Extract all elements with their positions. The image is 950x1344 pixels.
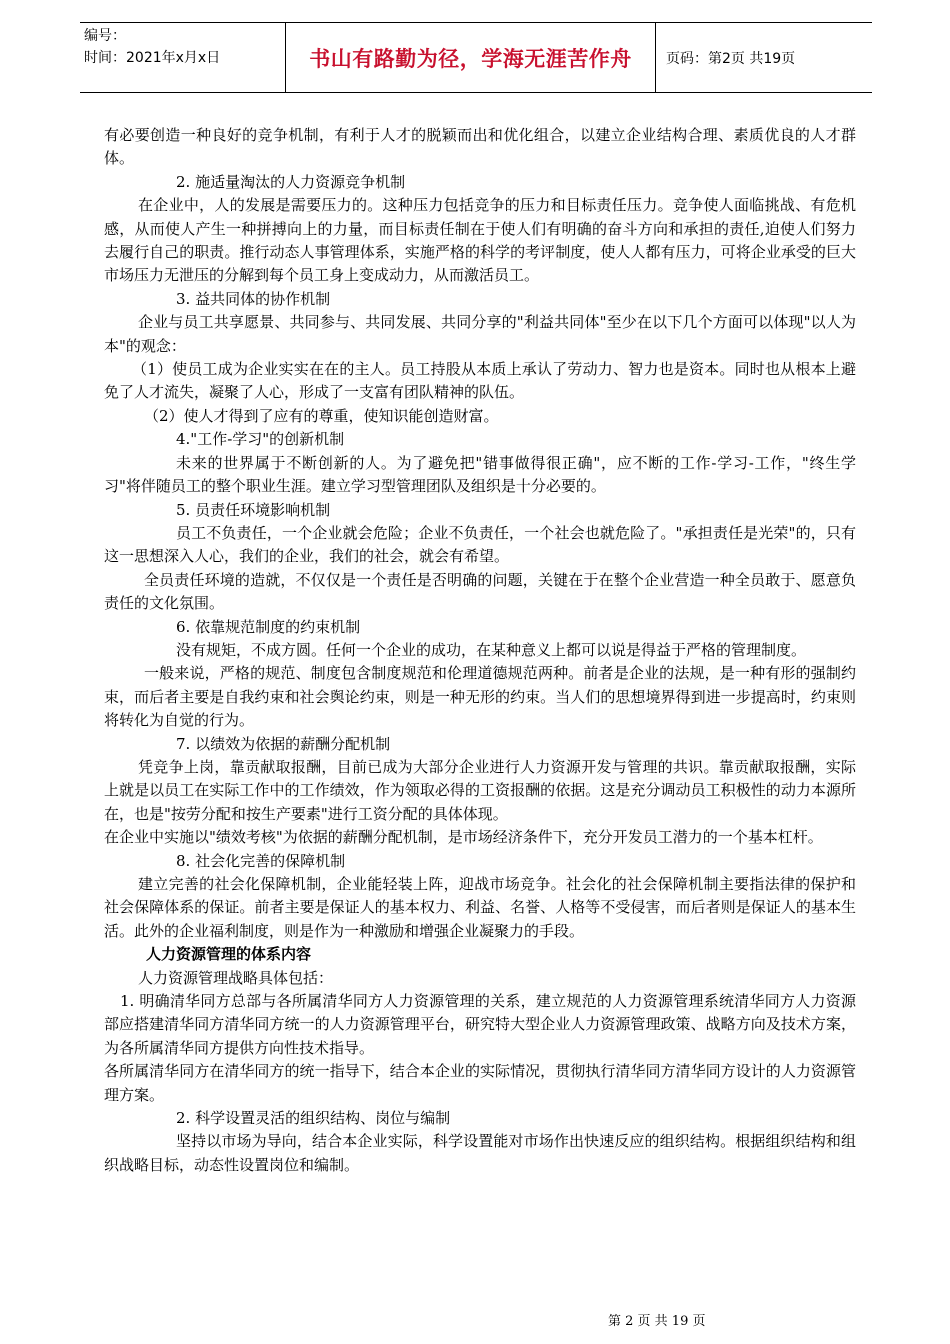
document-time-label: 时间：2021年x月x日 bbox=[84, 50, 221, 66]
body-paragraph: 建立完善的社会化保障机制，企业能轻装上阵，迎战市场竞争。社会化的社会保障机制主要指法律的保护和社会保障体系的保证。前者主要是保证人的基本权力、利益、名誉、人格等不受侵害，而后者则是保证人的基本生活。此外的企业福利制度，则是作为一种激励和增强企业凝聚力的手段。 bbox=[104, 875, 856, 940]
header-motto: 书山有路勤为径，学海无涯苦作舟 bbox=[285, 23, 656, 92]
body-paragraph: 全员责任环境的造就，不仅仅是一个责任是否明确的问题，关键在于在整个企业营造一种全员敢于、愿意负责任的文化氛围。 bbox=[104, 570, 856, 613]
body-paragraph: 员工不负责任，一个企业就会危险；企业不负责任，一个社会也就危险了。"承担责任是光荣"的，只有这一思想深入人心，我们的企业，我们的社会，就会有希望。 bbox=[104, 523, 856, 566]
section-heading: 3. 益共同体的协作机制 bbox=[176, 289, 331, 308]
document-number-label: 编号： bbox=[84, 28, 126, 44]
section-heading: 5. 员责任环境影响机制 bbox=[176, 500, 331, 519]
body-paragraph: （1）使员工成为企业实实在在的主人。员工持股从本质上承认了劳动力、智力也是资本。同时也从根本上避免了人才流失，凝聚了人心，形成了一支富有团队精神的队伍。 bbox=[104, 360, 856, 402]
section-heading: 7. 以绩效为依据的薪酬分配机制 bbox=[176, 734, 391, 753]
body-paragraph: 企业与员工共享愿景、共同参与、共同发展、共同分享的"利益共同体"至少在以下几个方面可以体现"以人为本"的观念： bbox=[104, 313, 856, 355]
body-paragraph: 人力资源管理战略具体包括： bbox=[138, 968, 334, 987]
section-heading: 8. 社会化完善的保障机制 bbox=[176, 851, 346, 870]
section-heading: 2. 施适量淘汰的人力资源竞争机制 bbox=[176, 172, 406, 191]
section-heading: 2. 科学设置灵活的组织结构、岗位与编制 bbox=[176, 1109, 451, 1128]
body-paragraph: （2）使人才得到了应有的尊重，使知识能创造财富。 bbox=[144, 406, 499, 425]
body-paragraph: 坚持以市场为导向，结合本企业实际，科学设置能对市场作出快速反应的组织结构。根据组织结构和组织战略目标，动态性设置岗位和编制。 bbox=[104, 1132, 856, 1174]
body-paragraph: 在企业中实施以"绩效考核"为依据的薪酬分配机制，是市场经济条件下，充分开发员工潜力的一个基本杠杆。 bbox=[104, 828, 823, 847]
page-footer: 第 2 页 共 19 页 bbox=[608, 1314, 706, 1329]
body-paragraph: 没有规矩，不成方圆。任何一个企业的成功，在某种意义上都可以说是得益于严格的管理制度。 bbox=[176, 640, 807, 659]
document-body bbox=[104, 124, 856, 1177]
header-page-info: 页码：第2页 共19页 bbox=[666, 50, 796, 67]
page-header bbox=[80, 22, 872, 93]
section-heading: 6. 依靠规范制度的约束机制 bbox=[176, 617, 361, 636]
body-paragraph: 有必要创造一种良好的竞争机制，有利于人才的脱颖而出和优化组合，以建立企业结构合理、素质优良的人才群体。 bbox=[104, 126, 856, 168]
body-paragraph: 各所属清华同方在清华同方的统一指导下，结合本企业的实际情况，贯彻执行清华同方清华同方设计的人力资源管理方案。 bbox=[104, 1062, 856, 1104]
body-paragraph: 未来的世界属于不断创新的人。为了避免把"错事做得很正确"，应不断的工作-学习-工作，"终生学习"将伴随员工的整个职业生涯。建立学习型管理团队及组织是十分必要的。 bbox=[104, 453, 856, 496]
section-heading: 人力资源管理的体系内容 bbox=[146, 945, 312, 964]
body-paragraph: 1. 明确清华同方总部与各所属清华同方人力资源管理的关系，建立规范的人力资源管理系统清华同方人力资源部应搭建清华同方清华同方统一的人力资源管理平台，研究特大型企业人力资源管理政策、战略方向及技术方案，为各所属清华同方提供方向性技术指导。 bbox=[104, 992, 856, 1057]
header-meta bbox=[80, 23, 285, 92]
body-paragraph: 在企业中，人的发展是需要压力的。这种压力包括竞争的压力和目标责任压力。竞争使人面临挑战、有危机感，从而使人产生一种拼搏向上的力量，而目标责任制在于使人们有明确的奋斗方向和承担的责任,迫使人们努力去履行自己的职责。推行动态人事管理体系，实施严格的科学的考评制度，使人人都有压力，可将企业承受的巨大市场压力无泄压的分解到每个员工身上变成动力，从而激活员工。 bbox=[104, 196, 856, 285]
body-paragraph: 凭竞争上岗，靠贡献取报酬，目前已成为大部分企业进行人力资源开发与管理的共识。靠贡献取报酬，实际上就是以员工在实际工作中的工作绩效，作为领取必得的工资报酬的依据。这是充分调动员工积极性的动力本源所在，也是"按劳分配和按生产要素"进行工资分配的具体体现。 bbox=[104, 757, 856, 823]
body-paragraph: 一般来说，严格的规范、制度包含制度规范和伦理道德规范两种。前者是企业的法规，是一种有形的强制约束，而后者主要是自我约束和社会舆论约束，则是一种无形的约束。当人们的思想境界得到进一步提高时，约束则将转化为自觉的行为。 bbox=[104, 664, 856, 730]
section-heading: 4."工作-学习"的创新机制 bbox=[176, 430, 345, 449]
